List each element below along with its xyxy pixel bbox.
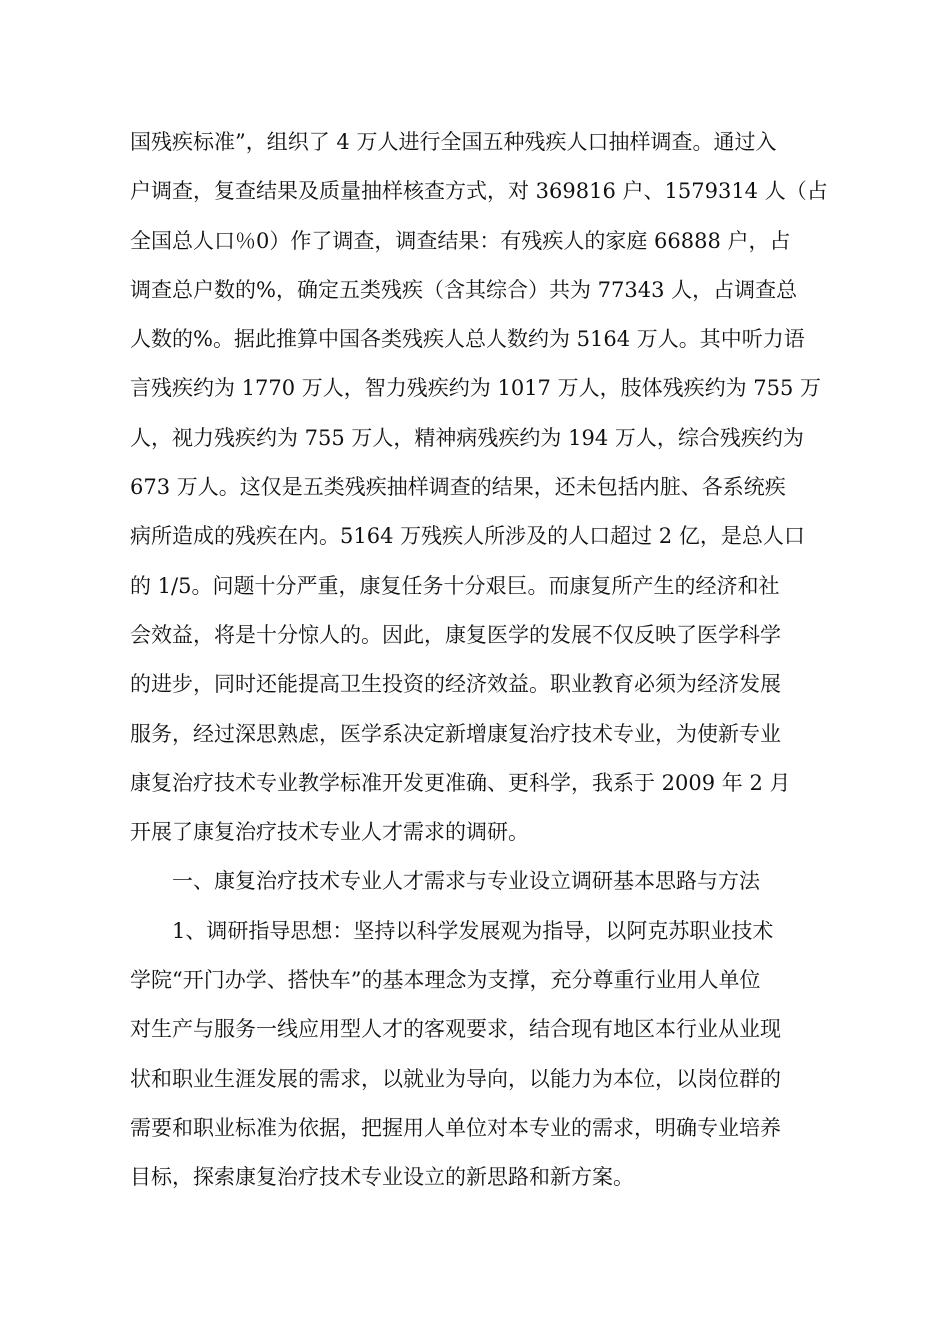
text-line: 目标，探索康复治疗技术专业设立的新思路和新方案。	[130, 1165, 634, 1190]
text-line: 的 1/5。问题十分严重，康复任务十分艰巨。而康复所产生的经济和社	[130, 573, 780, 598]
text-line: 673 万人。这仅是五类残疾抽样调查的结果，还未包括内脏、各系统疾	[130, 475, 786, 500]
text-line: 病所造成的残疾在内。5164 万残疾人所涉及的人口超过 2 亿，是总人口	[130, 524, 805, 549]
text-line: 1、调研指导思想：坚持以科学发展观为指导，以阿克苏职业技术	[172, 918, 774, 943]
text-line: 的进步，同时还能提高卫生投资的经济效益。职业教育必须为经济发展	[130, 672, 781, 697]
text-line: 户调查，复查结果及质量抽样核查方式，对 369816 户、1579314 人（占	[130, 179, 828, 204]
text-line: 状和职业生涯发展的需求，以就业为导向，以能力为本位，以岗位群的	[130, 1066, 781, 1091]
text-line: 康复治疗技术专业教学标准开发更准确、更科学，我系于 2009 年 2 月	[130, 770, 791, 795]
text-line: 言残疾约为 1770 万人，智力残疾约为 1017 万人，肢体残疾约为 755 万	[130, 376, 822, 401]
text-line: 学院“开门办学、搭快车”的基本理念为支撑，充分尊重行业用人单位	[130, 968, 761, 993]
document-body	[130, 124, 830, 1209]
text-line: 调查总户数的%，确定五类残疾（含其综合）共为 77343 人，占调查总	[130, 277, 798, 302]
text-line: 全国总人口％0）作了调查，调查结果：有残疾人的家庭 66888 户，占	[130, 228, 791, 253]
text-line: 需要和职业标准为依据，把握用人单位对本专业的需求，明确专业培养	[130, 1115, 781, 1140]
text-line: 会效益，将是十分惊人的。因此，康复医学的发展不仅反映了医学科学	[130, 622, 781, 647]
text-line: 国残疾标准”，组织了 4 万人进行全国五种残疾人口抽样调查。通过入	[130, 130, 777, 154]
section-heading: 一、康复治疗技术专业人才需求与专业设立调研基本思路与方法	[172, 869, 760, 894]
text-line: 对生产与服务一线应用型人才的客观要求，结合现有地区本行业从业现	[130, 1017, 781, 1042]
text-line: 人，视力残疾约为 755 万人，精神病残疾约为 194 万人，综合残疾约为	[130, 425, 804, 450]
text-line: 人数的%。据此推算中国各类残疾人总人数约为 5164 万人。其中听力语	[130, 327, 805, 352]
text-line: 开展了康复治疗技术专业人才需求的调研。	[130, 820, 529, 845]
text-line: 服务，经过深思熟虑，医学系决定新增康复治疗技术专业，为使新专业	[130, 721, 781, 746]
